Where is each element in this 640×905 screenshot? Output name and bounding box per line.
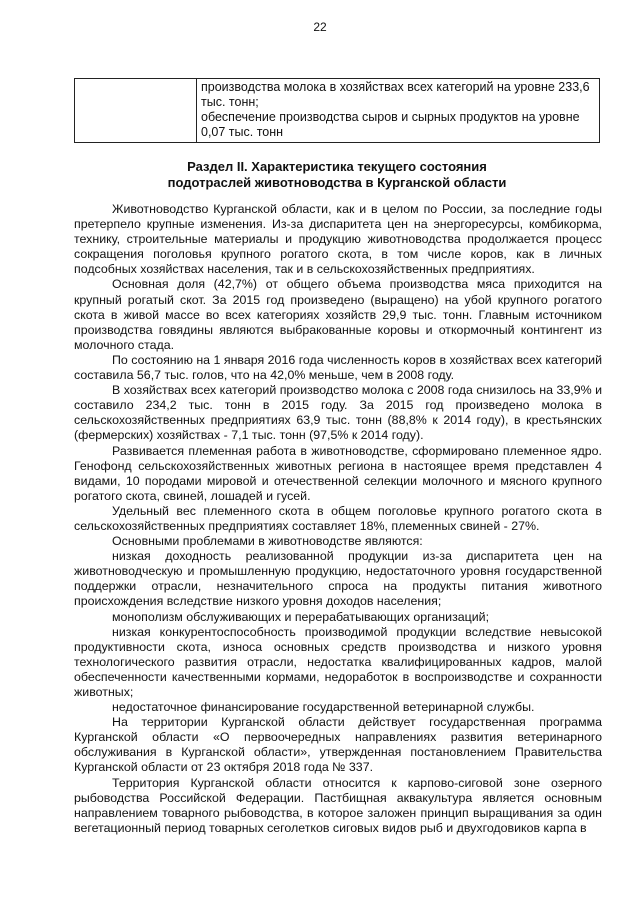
paragraph: Животноводство Курганской области, как и в целом по России, за последние годы претерпело крупные изменения. Из-за диспаритета цен на энергоресурсы, комбикорма, технику, строительные материалы и продукцию животноводства продолжается процесс сокращения поголовья крупного рогатого скота, в том числе коров, как в личных подсобных хозяйствах населения, так и в сельскохозяйственных предприятиях.	[74, 202, 602, 277]
table-cell-right	[197, 79, 600, 143]
paragraph: Основными проблемами в животноводстве являются:	[112, 534, 423, 549]
paragraph: низкая конкурентоспособность производимой продукции вследствие невысокой продуктивности скота, износа основных средств производства и низкого уровня технологического развития отрасли, недостатка квалифицированных кадров, малой обеспеченности качественными кормами, недоработок в воспроизводстве и сохранности животных;	[74, 624, 602, 699]
body-text	[74, 202, 602, 836]
paragraph: Территория Курганской области относится к карпово-сиговой зоне озерного рыбоводства Российской Федерации. Пастбищная аквакультура является основным направлением товарного рыбоводства, в которое заложен принцип выращивания за один вегетационный период товарных сеголетков сиговых видов рыб и двухгодовиков карпа в	[74, 775, 602, 835]
paragraph: низкая доходность реализованной продукции из-за диспаритета цен на животноводческую и промышленную продукцию, недостаточного уровня государственной поддержки отрасли, незначительного спроса на продукты питания животного происхождения вследствие низкого уровня доходов населения;	[74, 549, 602, 609]
table-cell-line: обеспечение производства сыров и сырных продуктов на уровне 0,07 тыс. тонн	[201, 110, 580, 139]
paragraph: В хозяйствах всех категорий производство молока с 2008 года снизилось на 33,9% и составило 234,2 тыс. тонн в 2015 году. За 2015 год произведено молока в сельскохозяйственных предприятиях 63,9 тыс. тонн (88,8% к 2014 году), в крестьянских (фермерских) хозяйствах - 7,1 тыс. тонн (97,5% к 2014 году).	[74, 383, 602, 443]
table-row	[75, 79, 600, 143]
section-title-line1: Раздел II. Характеристика текущего состояния	[187, 159, 487, 174]
paragraph: недостаточное финансирование государственной ветеринарной службы.	[112, 700, 535, 715]
continuation-table	[74, 78, 600, 143]
paragraph: Развивается племенная работа в животноводстве, сформировано племенное ядро. Генофонд сельскохозяйственных животных региона в настоящее время представлен 4 видами, 10 породами мировой и отечественной селекции молочного и мясного крупного рогатого скота, свиней, лошадей и гусей.	[74, 443, 602, 503]
section-title-line2: подотраслей животноводства в Курганской области	[167, 175, 507, 190]
paragraph: Основная доля (42,7%) от общего объема производства мяса приходится на крупный рогатый скот. За 2015 год произведено (выращено) на убой крупного рогатого скота в живой массе во всех категориях хозяйств 29,9 тыс. тонн. Главным источником производства говядины являются выбракованные коровы и откормочный контингент из молочного стада.	[74, 277, 602, 352]
table-cell-left	[75, 79, 197, 143]
page-number: 22	[313, 20, 327, 34]
paragraph: монополизм обслуживающих и перерабатывающих организаций;	[112, 609, 490, 624]
table-cell-line: производства молока в хозяйствах всех категорий на уровне 233,6 тыс. тонн;	[201, 80, 590, 109]
paragraph: На территории Курганской области действует государственная программа Курганской области «О первоочередных направлениях развития ветеринарного обслуживания в Курганской области», утвержденная постановлением Правительства Курганской области от 23 октября 2018 года № 337.	[74, 715, 602, 775]
paragraph: Удельный вес племенного скота в общем поголовье крупного рогатого скота в сельскохозяйственных предприятиях составляет 18%, племенных свиней - 27%.	[74, 503, 602, 533]
section-heading	[74, 159, 600, 191]
paragraph: По состоянию на 1 января 2016 года численность коров в хозяйствах всех категорий составила 56,7 тыс. голов, что на 42,0% меньше, чем в 2008 году.	[74, 352, 602, 383]
